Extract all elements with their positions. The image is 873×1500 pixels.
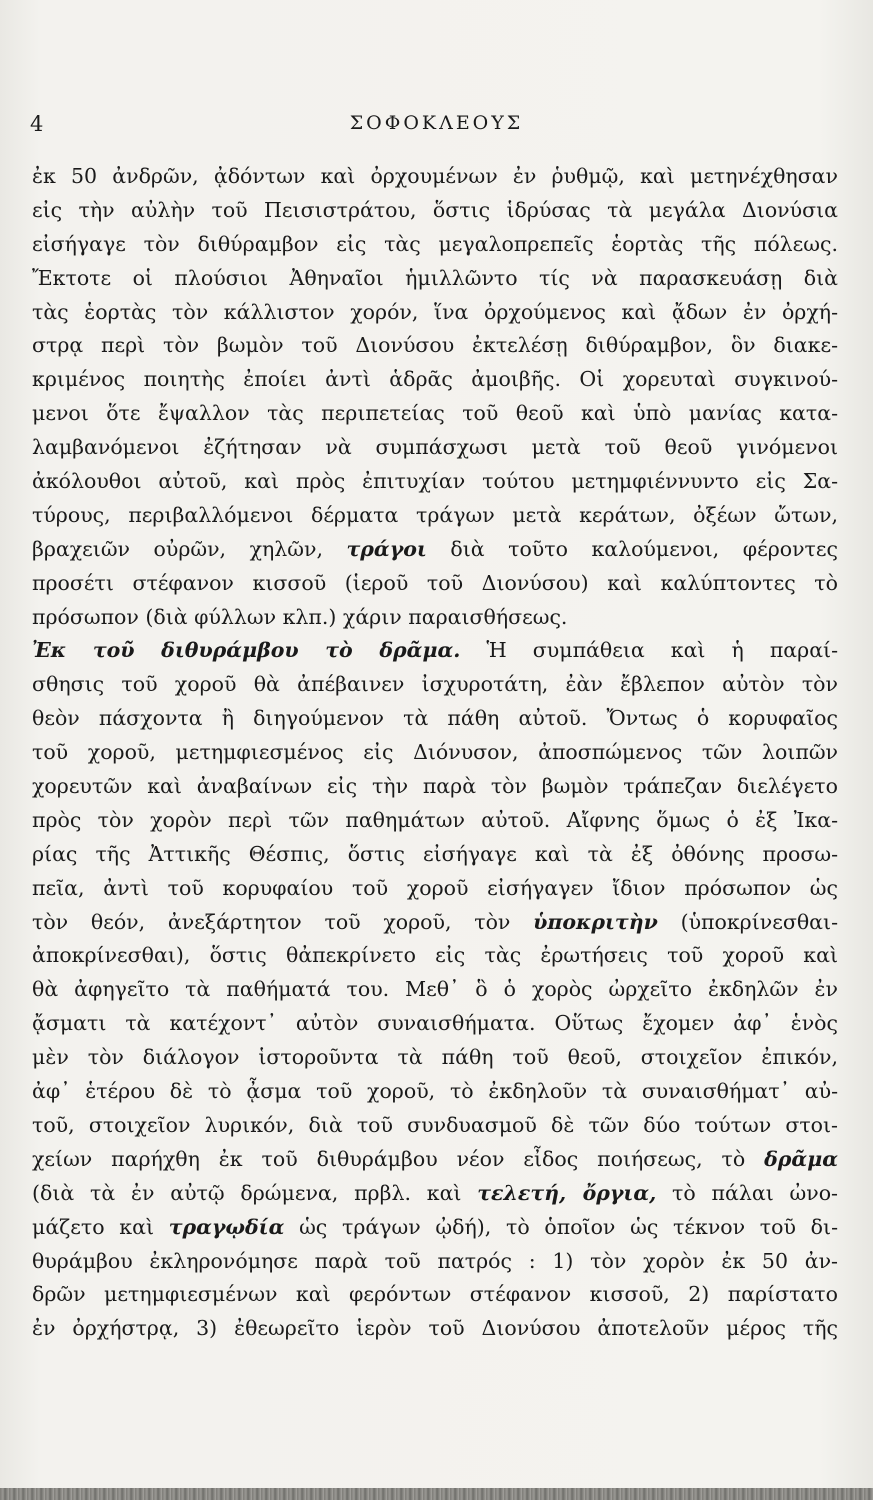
text-run: (ὑποκρίνεσθαι- (657, 909, 838, 934)
text-run: τὸν θεόν, ἀνεξάρτητον τοῦ χοροῦ, τὸν (32, 909, 534, 934)
text-run: εἰς τὴν αὐλὴν τοῦ Πεισιστράτου, ὅστις ἱδρύσας τὰ μεγάλα Διονύσια (32, 197, 838, 222)
text-run: πρόσωπον (διὰ φύλλων κλπ.) χάριν παραισθήσεως. (32, 604, 568, 629)
text-line (32, 465, 838, 499)
text-run: ὡς τράγων ᾠδή), τὸ ὁποῖον ὡς τέκνον τοῦ δι- (284, 1214, 838, 1239)
text-line (32, 939, 838, 973)
text-run: ἀποκρίνεσθαι), ὅστις θἀπεκρίνετο εἰς τὰς ἐρωτήσεις τοῦ χοροῦ καὶ (32, 943, 838, 968)
text-line (32, 634, 838, 668)
text-line (32, 363, 838, 397)
text-run: εἰσήγαγε τὸν διθύραμβον εἰς τὰς μεγαλοπρεπεῖς ἑορτὰς τῆς πόλεως. (32, 231, 838, 256)
text-run: (διὰ τὰ ἐν αὐτῷ δρώμενα, πρβλ. καὶ (32, 1180, 478, 1205)
text-run: βραχειῶν οὐρῶν, χηλῶν, (32, 536, 347, 561)
emphasized-term: τραγῳδία (168, 1214, 285, 1239)
text-run: ρίας τῆς Ἀττικῆς Θέσπις, ὅστις εἰσήγαγε καὶ τὰ ἐξ ὀθόνης προσω- (32, 841, 838, 866)
page-number: 4 (30, 112, 45, 136)
text-run: χείων παρήχθη ἐκ τοῦ διθυράμβου νέον εἶδος ποιήσεως, τὸ (32, 1146, 765, 1171)
text-run: ἐν ὀρχήστρᾳ, 3) ἐθεωρεῖτο ἱερὸν τοῦ Διονύσου ἀποτελοῦν μέρος τῆς (32, 1316, 838, 1341)
text-line (32, 228, 838, 262)
text-run: μενοι ὅτε ἔψαλλον τὰς περιπετείας τοῦ θεοῦ καὶ ὑπὸ μανίας κατα- (32, 401, 838, 426)
text-line (32, 1109, 838, 1143)
text-line (32, 1211, 838, 1245)
text-line (32, 567, 838, 601)
text-line (32, 431, 838, 465)
text-line (32, 838, 838, 872)
body-text (32, 160, 838, 1346)
text-line (32, 804, 838, 838)
text-line (32, 160, 838, 194)
text-line (32, 1312, 838, 1346)
text-run: δρῶν μετημφιεσμένων καὶ φερόντων στέφανον κισσοῦ, 2) παρίστατο (32, 1282, 838, 1307)
text-run: θὰ ἀφηγεῖτο τὰ παθήματά του. Μεθ᾿ ὃ ὁ χορὸς ὠρχεῖτο ἐκδηλῶν ἐν (32, 977, 838, 1002)
text-run: ἀκόλουθοι αὐτοῦ, καὶ πρὸς ἐπιτυχίαν τούτου μετημφιέννυντο εἰς Σα- (32, 469, 838, 494)
text-line (32, 329, 838, 363)
text-run: τύρους, περιβαλλόμενοι δέρματα τράγων μετὰ κεράτων, ὀξέων ὤτων, (32, 502, 838, 527)
text-run: τὸ πάλαι ὠνο- (656, 1180, 838, 1205)
text-run: προσέτι στέφανον κισσοῦ (ἱεροῦ τοῦ Διονύσου) καὶ καλύπτοντες τὸ (32, 570, 838, 595)
text-line (32, 397, 838, 431)
text-run: τὰς ἑορτὰς τὸν κάλλιστον χορόν, ἵνα ὀρχούμενος καὶ ᾄδων ἐν ὀρχή- (32, 299, 838, 324)
text-line (32, 973, 838, 1007)
text-run: μάζετο καὶ (32, 1214, 169, 1239)
text-line (32, 601, 838, 635)
text-run: σθησις τοῦ χοροῦ θὰ ἀπέβαινεν ἰσχυροτάτη, ἐὰν ἔβλεπον αὐτὸν τὸν (32, 672, 838, 697)
text-run: λαμβανόμενοι ἐζήτησαν νὰ συμπάσχωσι μετὰ τοῦ θεοῦ γινόμενοι (32, 435, 838, 460)
text-run: πρὸς τὸν χορὸν περὶ τῶν παθημάτων αὐτοῦ. Αἴφνης ὅμως ὁ ἐξ Ἰκα- (32, 807, 838, 832)
text-run: Ἔκτοτε οἱ πλούσιοι Ἀθηναῖοι ἡμιλλῶντο τίς νὰ παρασκευάσῃ διὰ (32, 265, 838, 290)
text-line (32, 1007, 838, 1041)
text-line (32, 194, 838, 228)
text-line (32, 906, 838, 940)
text-run: θεὸν πάσχοντα ἢ διηγούμενον τὰ πάθη αὐτοῦ. Ὄντως ὁ κορυφαῖος (32, 706, 838, 731)
text-line (32, 499, 838, 533)
text-line (32, 770, 838, 804)
running-head: ΣΟΦΟΚΛΕΟΥΣ (349, 112, 524, 134)
text-line (32, 1143, 838, 1177)
page-bottom-edge (0, 1488, 873, 1500)
text-run: τοῦ, στοιχεῖον λυρικόν, διὰ τοῦ συνδυασμοῦ δὲ τῶν δύο τούτων στοι- (32, 1112, 838, 1137)
text-line (32, 668, 838, 702)
text-run: στρᾳ περὶ τὸν βωμὸν τοῦ Διονύσου ἐκτελέσῃ διθύραμβον, ὃν διακε- (32, 333, 838, 358)
text-run: πεῖα, ἀντὶ τοῦ κορυφαίου τοῦ χοροῦ εἰσήγαγεν ἴδιον πρόσωπον ὡς (32, 875, 838, 900)
text-run: θυράμβου ἐκληρονόμησε παρὰ τοῦ πατρός : 1) τὸν χορὸν ἐκ 50 ἀν- (32, 1248, 838, 1273)
text-line (32, 296, 838, 330)
text-run: τοῦ χοροῦ, μετημφιεσμένος εἰς Διόνυσον, ἀποσπώμενος τῶν λοιπῶν (32, 740, 838, 765)
text-run: διὰ τοῦτο καλούμενοι, φέροντες (426, 536, 838, 561)
text-line (32, 1075, 838, 1109)
text-line (32, 1245, 838, 1279)
text-line (32, 1041, 838, 1075)
emphasized-term: ὑποκριτὴν (533, 909, 658, 934)
emphasized-term: Ἐκ τοῦ διθυράμβου τὸ δρᾶμα. (32, 638, 461, 663)
text-line (32, 736, 838, 770)
text-run: χορευτῶν καὶ ἀναβαίνων εἰς τὴν παρὰ τὸν βωμὸν τράπεζαν διελέγετο (32, 774, 838, 799)
emphasized-term: τελετή, ὄργια, (477, 1180, 657, 1205)
text-line (32, 872, 838, 906)
text-line (32, 702, 838, 736)
emphasized-term: δρᾶμα (764, 1146, 838, 1171)
page-header (0, 112, 873, 142)
text-line (32, 1177, 838, 1211)
text-run: ἐκ 50 ἀνδρῶν, ᾀδόντων καὶ ὀρχουμένων ἐν ῥυθμῷ, καὶ μετηνέχθησαν (32, 164, 838, 188)
text-run: μὲν τὸν διάλογον ἱστοροῦντα τὰ πάθη τοῦ θεοῦ, στοιχεῖον ἐπικόν, (32, 1045, 838, 1070)
text-line (32, 1278, 838, 1312)
text-line (32, 533, 838, 567)
text-line (32, 262, 838, 296)
text-run: ᾄσματι τὰ κατέχοντ᾿ αὐτὸν συναισθήματα. Οὕτως ἔχομεν ἀφ᾿ ἑνὸς (32, 1011, 838, 1036)
text-run: κριμένος ποιητὴς ἐποίει ἀντὶ ἁδρᾶς ἀμοιβῆς. Οἱ χορευταὶ συγκινού- (32, 367, 838, 392)
text-run: Ἡ συμπάθεια καὶ ἡ παραί- (460, 638, 838, 663)
text-run: ἀφ᾿ ἑτέρου δὲ τὸ ᾆσμα τοῦ χοροῦ, τὸ ἐκδηλοῦν τὰ συναισθήματ᾿ αὐ- (32, 1079, 838, 1104)
emphasized-term: τράγοι (346, 536, 427, 561)
